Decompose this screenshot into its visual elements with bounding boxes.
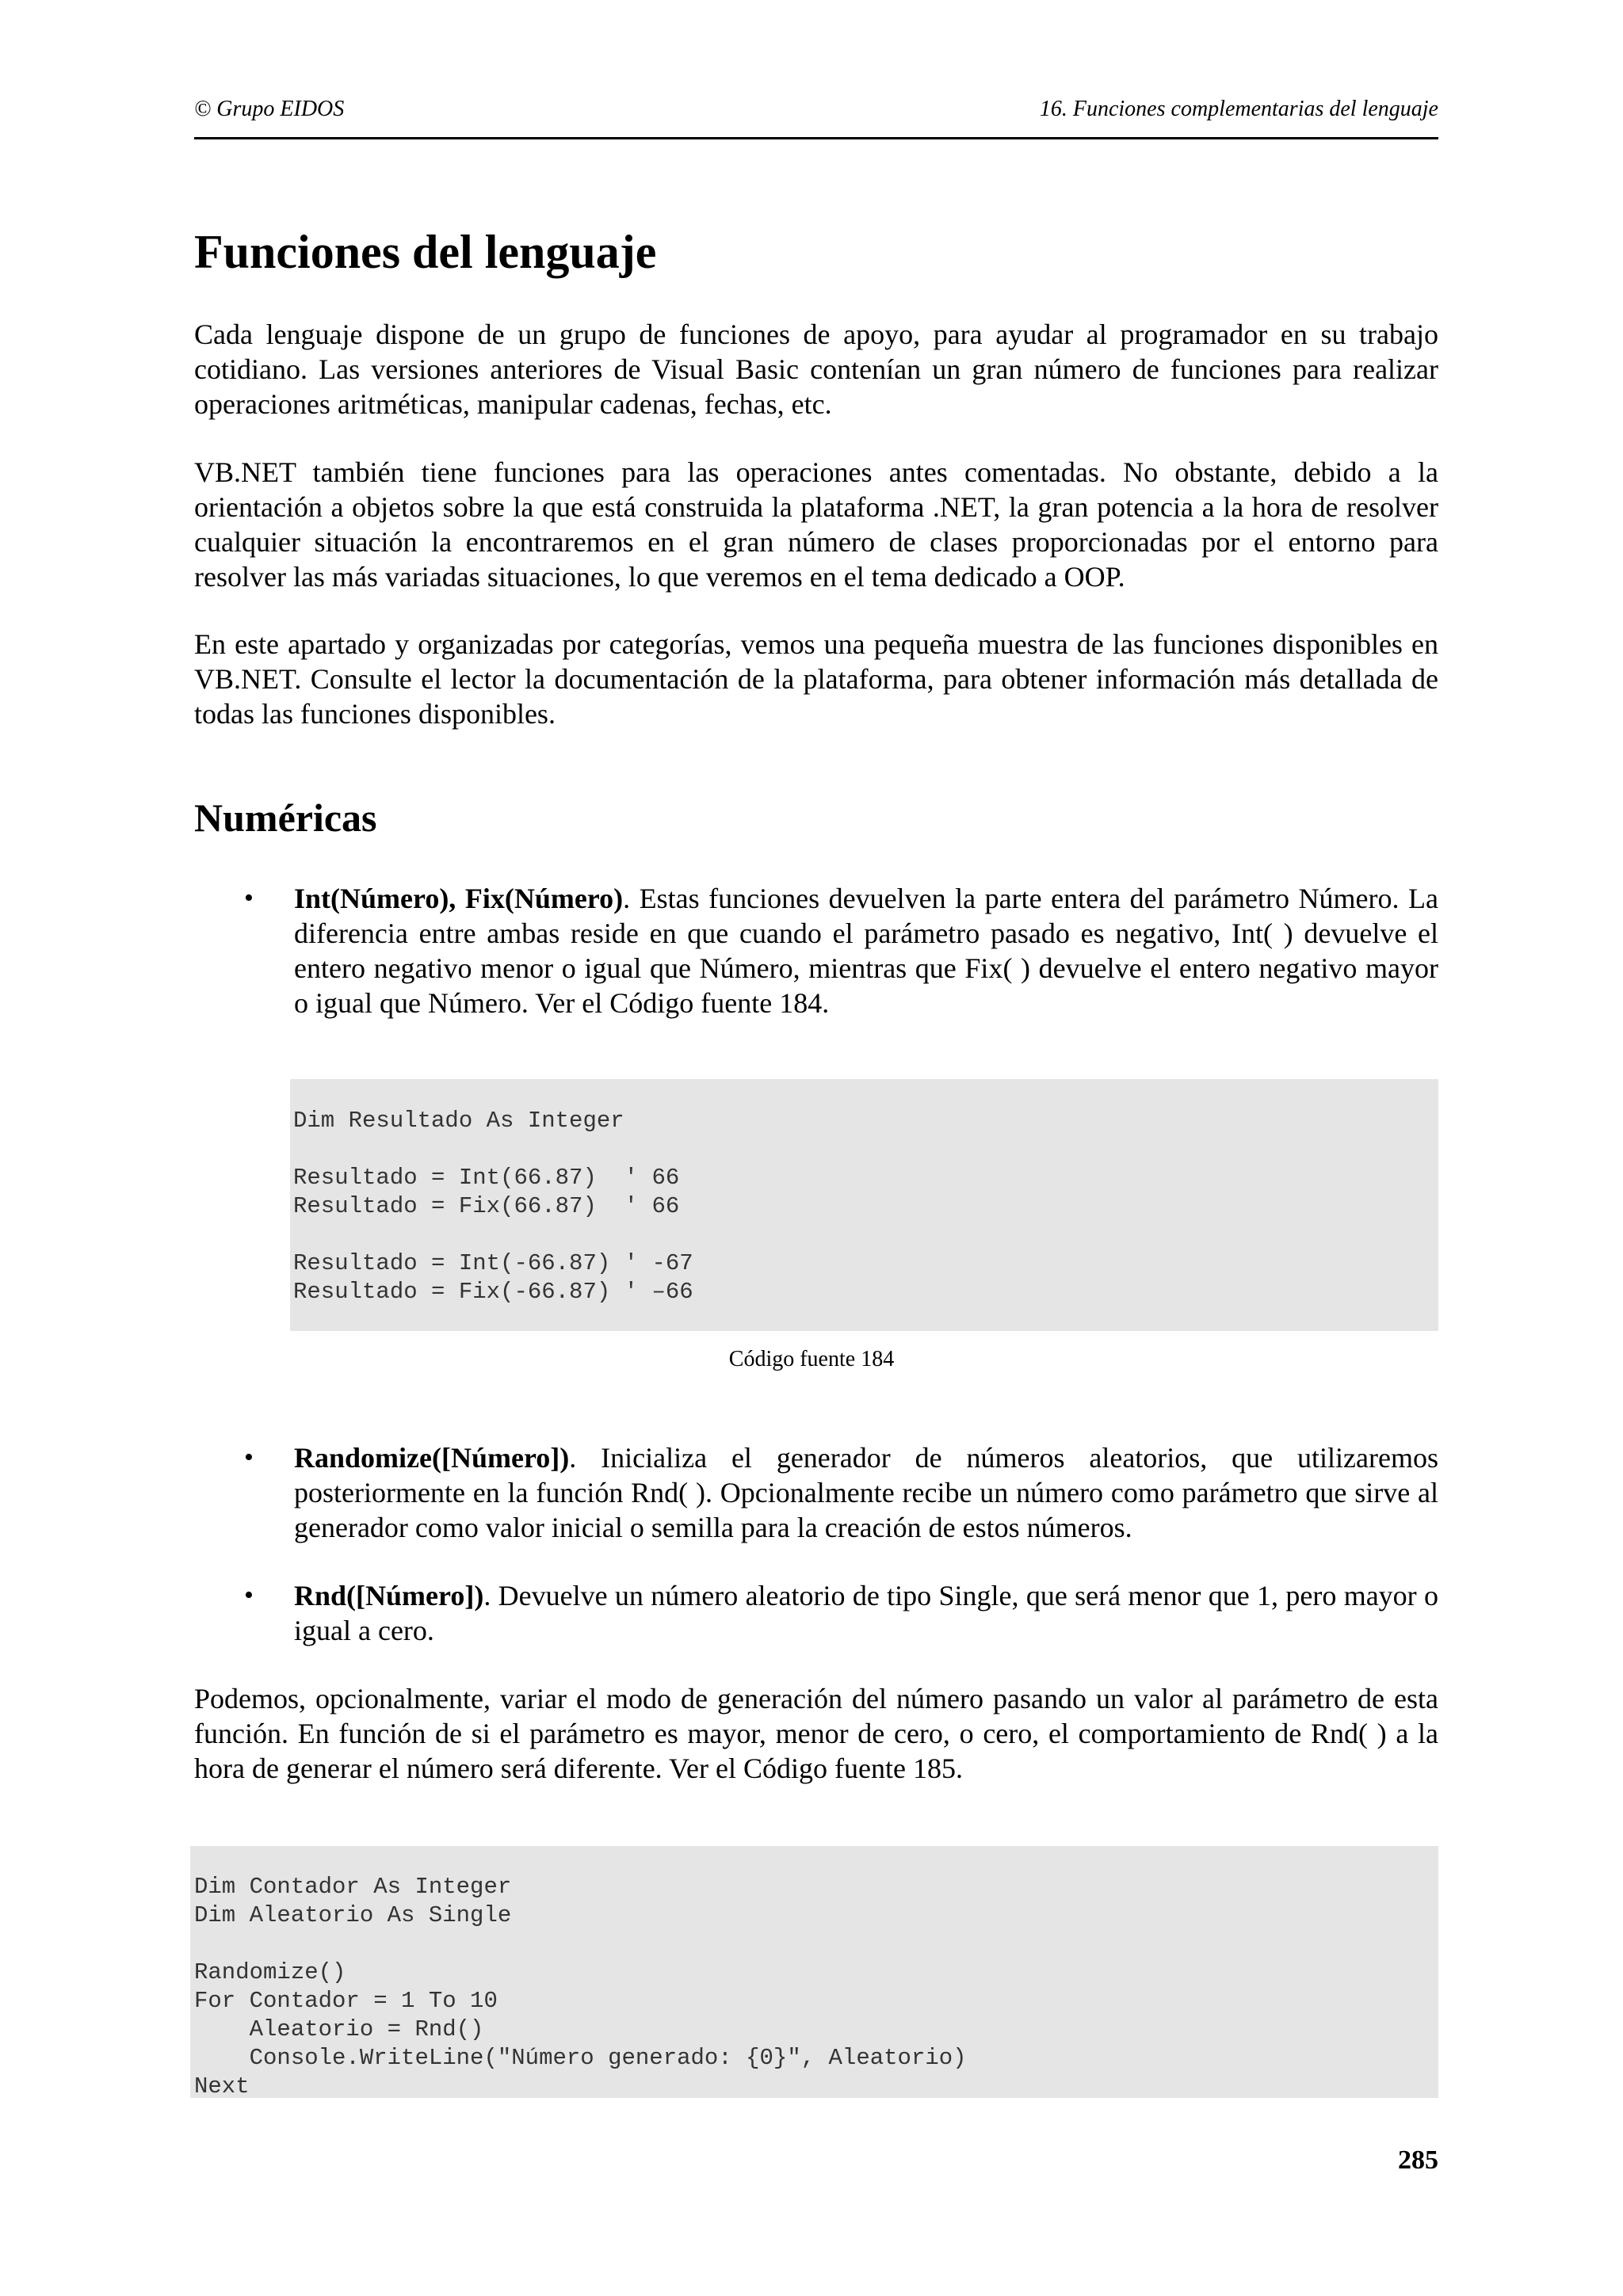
list-item-text	[294, 1440, 1438, 1545]
page-number: 285	[1398, 2145, 1438, 2175]
bullet-icon: •	[244, 1443, 254, 1472]
function-description: . Estas funciones devuelven la parte entera del parámetro Número. La diferencia entre ambas reside en que cuando el parámetro pasado es negativo, Int( ) devuelve el entero negativo menor o igual que Número, mientras que Fix( ) devuelve el entero negativo mayor o igual que Número. Ver el Código fuente 184.	[294, 883, 1438, 1019]
page-header	[194, 93, 1438, 139]
list-item	[194, 1440, 1438, 1545]
bullet-icon: •	[244, 883, 254, 913]
list-item-text	[294, 1578, 1438, 1648]
section-title: Numéricas	[194, 795, 377, 840]
code-block-184: Dim Resultado As Integer Resultado = Int(66.87) ' 66 Resultado = Fix(66.87) ' 66 Resultado = Int(-66.87) ' -67 Resultado = Fix(-66.87) ' –66	[290, 1079, 1438, 1331]
body-paragraph: Podemos, opcionalmente, variar el modo de generación del número pasando un valor al parámetro de esta función. En función de si el parámetro es mayor, menor de cero, o cero, el comportamiento de Rnd( ) a la hora de generar el número será diferente. Ver el Código fuente 185.	[194, 1683, 1438, 1784]
code-block-185: Dim Contador As Integer Dim Aleatorio As Single Randomize() For Contador = 1 To 10 Aleatorio = Rnd() Console.WriteLine("Número generado: {0}", Aleatorio) Next	[190, 1846, 1438, 2098]
intro-paragraph-1: Cada lenguaje dispone de un grupo de funciones de apoyo, para ayudar al programador en su trabajo cotidiano. Las versiones anteriores de Visual Basic contenían un gran número de funciones para realizar operaciones aritméticas, manipular cadenas, fechas, etc.	[194, 318, 1438, 420]
intro-paragraph-3: En este apartado y organizadas por categorías, vemos una pequeña muestra de las funciones disponibles en VB.NET. Consulte el lector la documentación de la plataforma, para obtener información más detallada de todas las funciones disponibles.	[194, 628, 1438, 730]
list-item	[194, 881, 1438, 1020]
list-item-text	[294, 881, 1438, 1020]
list-item	[194, 1578, 1438, 1648]
function-term: Int(Número), Fix(Número)	[294, 883, 624, 914]
page-title: Funciones del lenguaje	[194, 226, 657, 278]
function-term: Rnd([Número])	[294, 1580, 484, 1611]
header-chapter: 16. Funciones complementarias del lenguaje	[1039, 97, 1438, 121]
code-caption-184: Código fuente 184	[728, 1347, 895, 1371]
function-description: . Inicializa el generador de números aleatorios, que utilizaremos posteriormente en la función Rnd( ). Opcionalmente recibe un número como parámetro que sirve al generador como valor inicial o semilla para la creación de estos números.	[294, 1442, 1438, 1543]
intro-paragraph-2: VB.NET también tiene funciones para las operaciones antes comentadas. No obstante, debido a la orientación a objetos sobre la que está construida la plataforma .NET, la gran potencia a la hora de resolver cualquier situación la encontraremos en el gran número de clases proporcionadas por el entorno para resolver las más variadas situaciones, lo que veremos en el tema dedicado a OOP.	[194, 456, 1438, 593]
function-term: Randomize([Número])	[294, 1442, 570, 1474]
function-description: . Devuelve un número aleatorio de tipo Single, que será menor que 1, pero mayor o igual a cero.	[294, 1580, 1438, 1646]
header-publisher: © Grupo EIDOS	[194, 97, 345, 121]
bullet-icon: •	[244, 1581, 254, 1610]
